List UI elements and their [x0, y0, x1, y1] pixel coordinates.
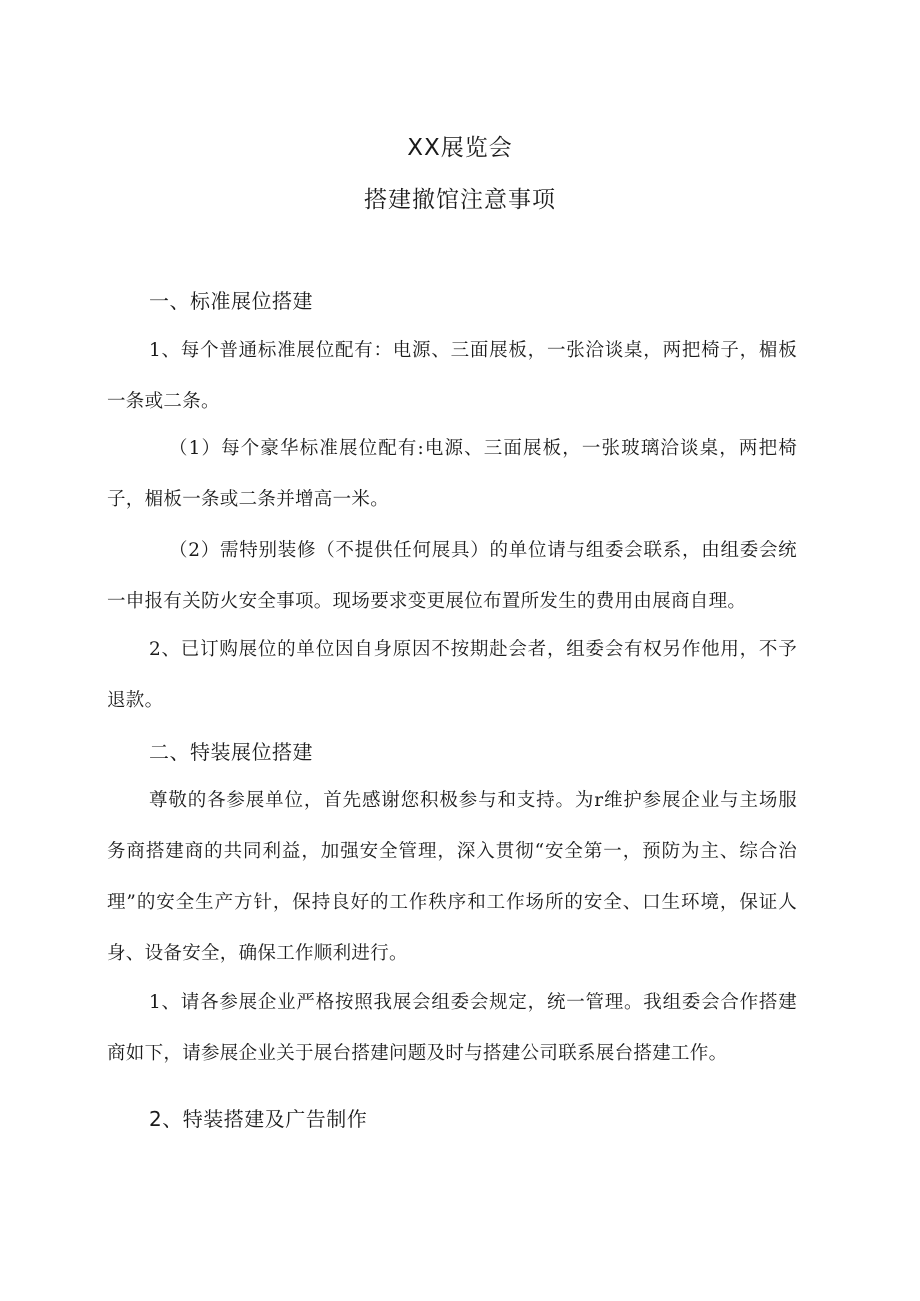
document-subtitle: 搭建撤馆注意事项	[364, 187, 556, 213]
section-1-item-1: 1、每个普通标准展位配有：电源、三面展板，一张洽谈桌，两把椅子，楣板一条或二条。	[107, 340, 797, 412]
section-2-intro: 尊敬的各参展单位，首先感谢您积极参与和支持。为r维护参展企业与主场服务商搭建商的共同利益，加强安全管理，深入贯彻“安全第一，预防为主、综合治理”的安全生产方针，保持良好的工作秩序和工作场所的安全、口生环境，保证人身、设备安全，确保工作顺利进行。	[107, 790, 797, 964]
section-1-sub-item-2: （2）需特别装修（不提供任何展具）的单位请与组委会联系，由组委会统一申报有关防火安全事项。现场要求变更展位布置所发生的费用由展商自理。	[107, 540, 797, 612]
section-1-item-2: 2、已订购展位的单位因自身原因不按期赴会者，组委会有权另作他用，不予退款。	[107, 639, 797, 711]
section-1-sub-item-1: （1）每个豪华标准展位配有:电源、三面展板，一张玻璃洽谈桌，两把椅子，楣板一条或二条并增高一米。	[107, 438, 797, 510]
section-2-heading: 二、特装展位搭建	[149, 740, 313, 764]
section-1-heading: 一、标准展位搭建	[149, 289, 313, 313]
section-2-item-2-heading: 2、特装搭建及广告制作	[149, 1107, 368, 1131]
document-title: XX展览会	[407, 135, 513, 161]
section-2-item-1: 1、请各参展企业严格按照我展会组委会规定，统一管理。我组委会合作搭建商如下，请参展企业关于展台搭建问题及时与搭建公司联系展台搭建工作。	[107, 992, 797, 1064]
